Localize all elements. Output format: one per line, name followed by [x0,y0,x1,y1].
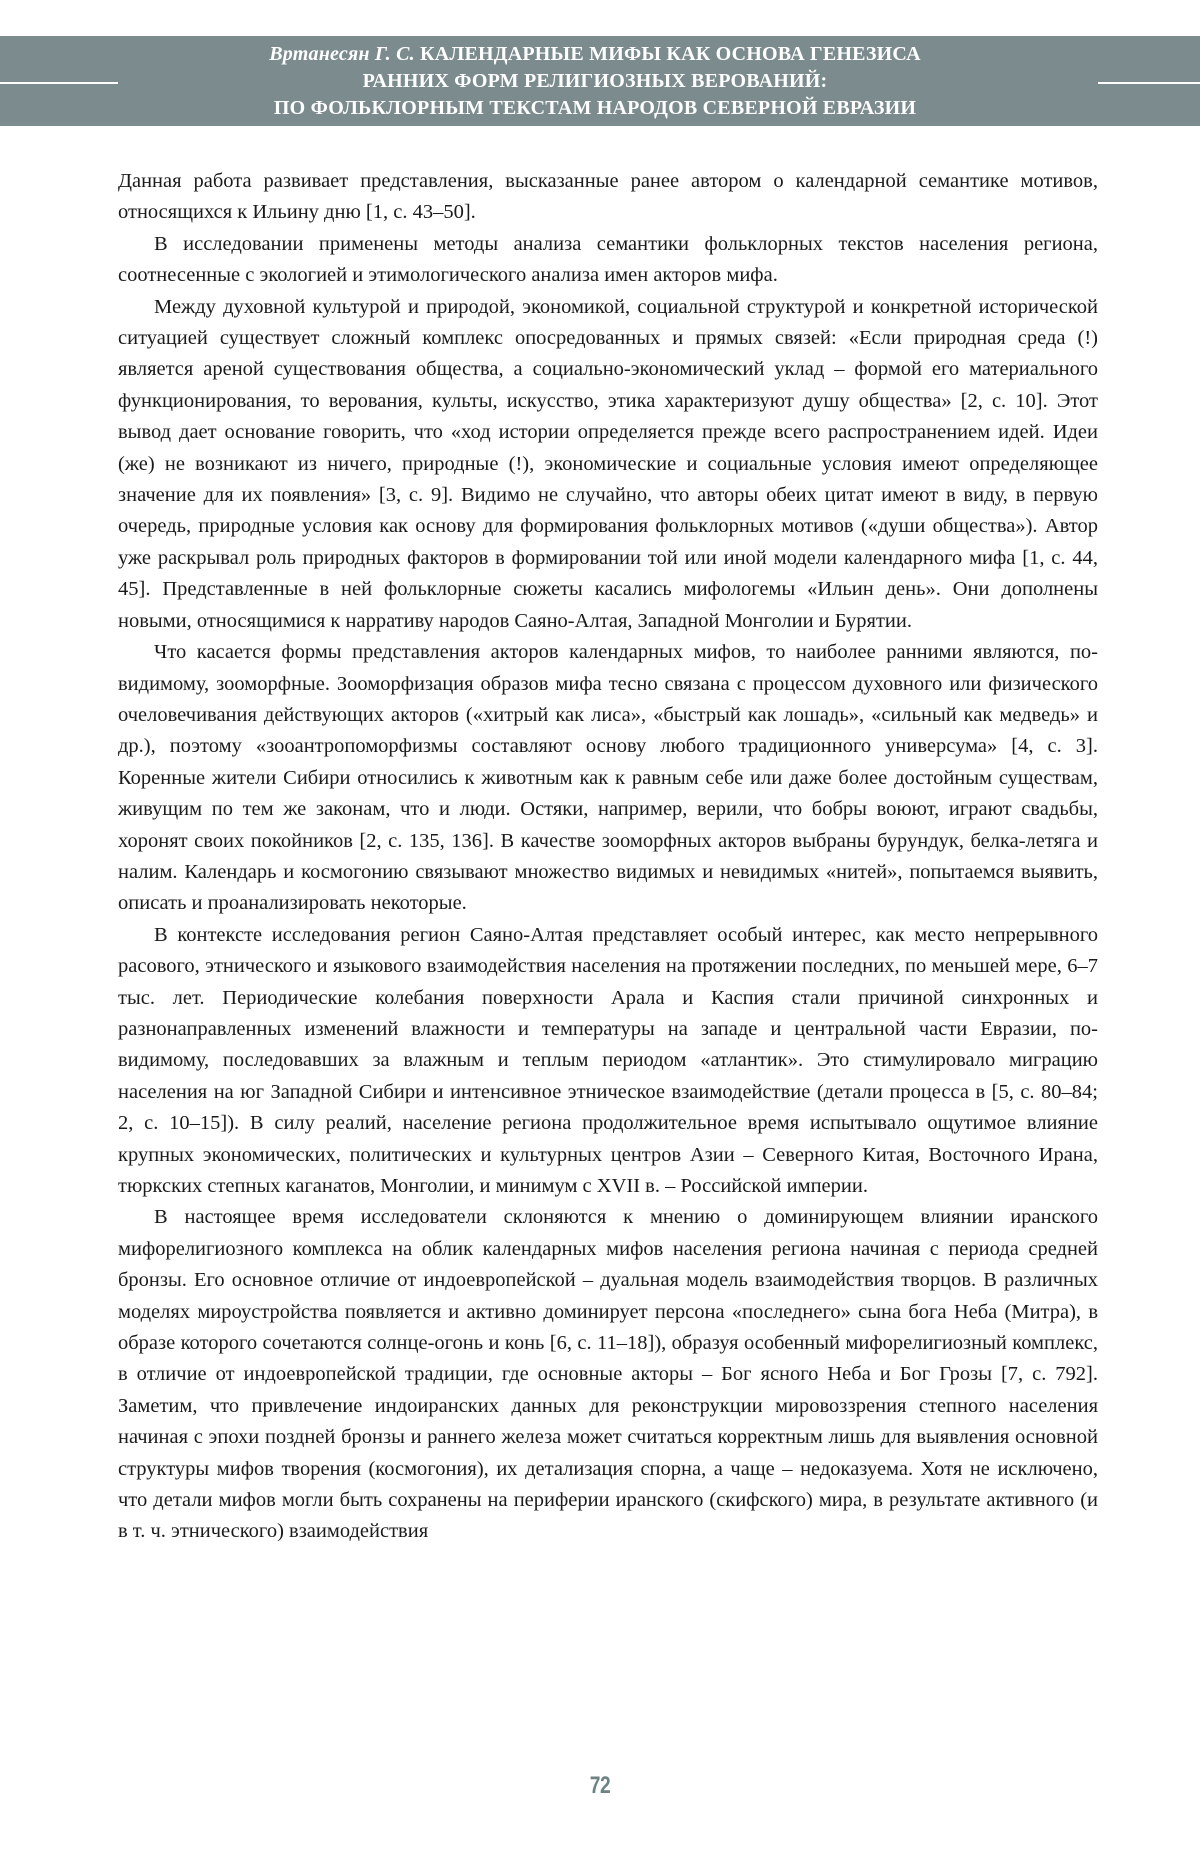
header-rule-right [1098,82,1200,84]
paragraph-3: Между духовной культурой и природой, экономикой, социальной структурой и конкретной исторической ситуацией существует сложный комплекс опосредованных и прямых связей: «Если природная среда (!) является ареной существования общества, а социально-экономический уклад – формой его материального функционирования, то верования, культы, искусство, этика характеризуют душу общества» [2, с. 10]. Этот вывод дает основание говорить, что «ход истории определяется прежде всего распространением идей. Идеи (же) не возникают из ничего, природные (!), экономические и социальные условия имеют определяющее значение для их появления» [3, с. 9]. Видимо не случайно, что авторы обеих цитат имеют в виду, в первую очередь, природные условия как основу для формирования фольклорных мотивов («души общества»). Автор уже раскрывал роль природных факторов в формировании той или иной модели календарного мифа [1, с. 44, 45]. Представленные в ней фольклорные сюжеты касались мифологемы «Ильин день». Они дополнены новыми, относящимися к нарративу народов Саяно-Алтая, Западной Монголии и Бурятии. [118,295,1098,632]
paragraph-6: В настоящее время исследователи склоняются к мнению о доминирующем влиянии иранского мифорелигиозного комплекса на облик календарных мифов населения региона начиная с периода средней бронзы. Его основное отличие от индоевропейской – дуальная модель взаимодействия творцов. В различных моделях мироустройства появляется и активно доминирует персона «последнего» сына бога Неба (Митра), в образе которого сочетаются солнце-огонь и конь [6, с. 11–18]), образуя особенный мифорелигиозный комплекс, в отличие от индоевропейской традиции, где основные акторы – Бог ясного Неба и Бог Грозы [7, с. 792]. Заметим, что привлечение индоиранских данных для реконструкции мировоззрения степного населения начиная с эпохи поздней бронзы и раннего железа может считаться корректным лишь для выявления основной структуры мифов творения (космогония), их детализация спорна, а чаще – недоказуема. Хотя не исключено, что детали мифов могли быть сохранены на периферии иранского (скифского) мира, в результате активного (и в т. ч. этнического) взаимодействия [118,1206,1098,1543]
header-line-1 [130,41,1060,68]
header-title-line-3: ПО ФОЛЬКЛОРНЫМ ТЕКСТАМ НАРОДОВ СЕВЕРНОЙ ЕВРАЗИИ [273,97,917,119]
paragraph-5: В контексте исследования регион Саяно-Алтая представляет особый интерес, как место непрерывного расового, этнического и языкового взаимодействия населения на протяжении последних, по меньшей мере, 6–7 тыс. лет. Периодические колебания поверхности Арала и Каспия стали причиной синхронных и разнонаправленных изменений влажности и температуры на западе и центральной части Евразии, по-видимому, последовавших за влажным и теплым периодом «атлантик». Это стимулировало миграцию населения на юг Западной Сибири и интенсивное этническое взаимодействие (детали процесса в [5, с. 80–84; 2, с. 10–15]). В силу реалий, население региона продолжительное время испытывало ощутимое влияние крупных экономических, политических и культурных центров Азии – Северного Китая, Восточного Ирана, тюркских степных каганатов, Монголии, и минимум с XVII в. – Российской империи. [118,923,1098,1197]
page-number: 72 [589,1772,611,1799]
paragraph-2: В исследовании применены методы анализа семантики фольклорных текстов населения региона, соотнесенные с экологией и этимологического анализа имен акторов мифа. [118,232,1098,287]
paragraph-4: Что касается формы представления акторов календарных мифов, то наиболее ранними являются, по-видимому, зооморфные. Зооморфизация образов мифа тесно связана с процессом духовного или физического очеловечивания действующих акторов («хитрый как лиса», «быстрый как лошадь», «сильный как медведь» и др.), поэтому «зооантропоморфизмы составляют основу любого традиционного универсума» [4, с. 3]. Коренные жители Сибири относились к животным как к равным себе или даже более достойным существам, живущим по тем же законам, что и люди. Остяки, например, верили, что бобры воюют, играют свадьбы, хоронят своих покойников [2, с. 135, 136]. В качестве зооморфных акторов выбраны бурундук, белка-летяга и налим. Календарь и космогонию связывают множество видимых и невидимых «нитей», попытаемся выявить, описать и проанализировать некоторые. [118,641,1098,915]
header-author: Вртанесян Г. С. [269,43,415,65]
header-title-line-2: РАННИХ ФОРМ РЕЛИГИОЗНЫХ ВЕРОВАНИЙ: [362,70,828,92]
running-header [130,41,1060,122]
header-rule-left [0,82,118,84]
article-body [118,166,1098,1548]
header-title-line-1: КАЛЕНДАРНЫЕ МИФЫ КАК ОСНОВА ГЕНЕЗИСА [420,43,921,65]
paragraph-1: Данная работа развивает представления, высказанные ранее автором о календарной семантике мотивов, относящихся к Ильину дню [1, с. 43–50]. [118,170,1098,224]
